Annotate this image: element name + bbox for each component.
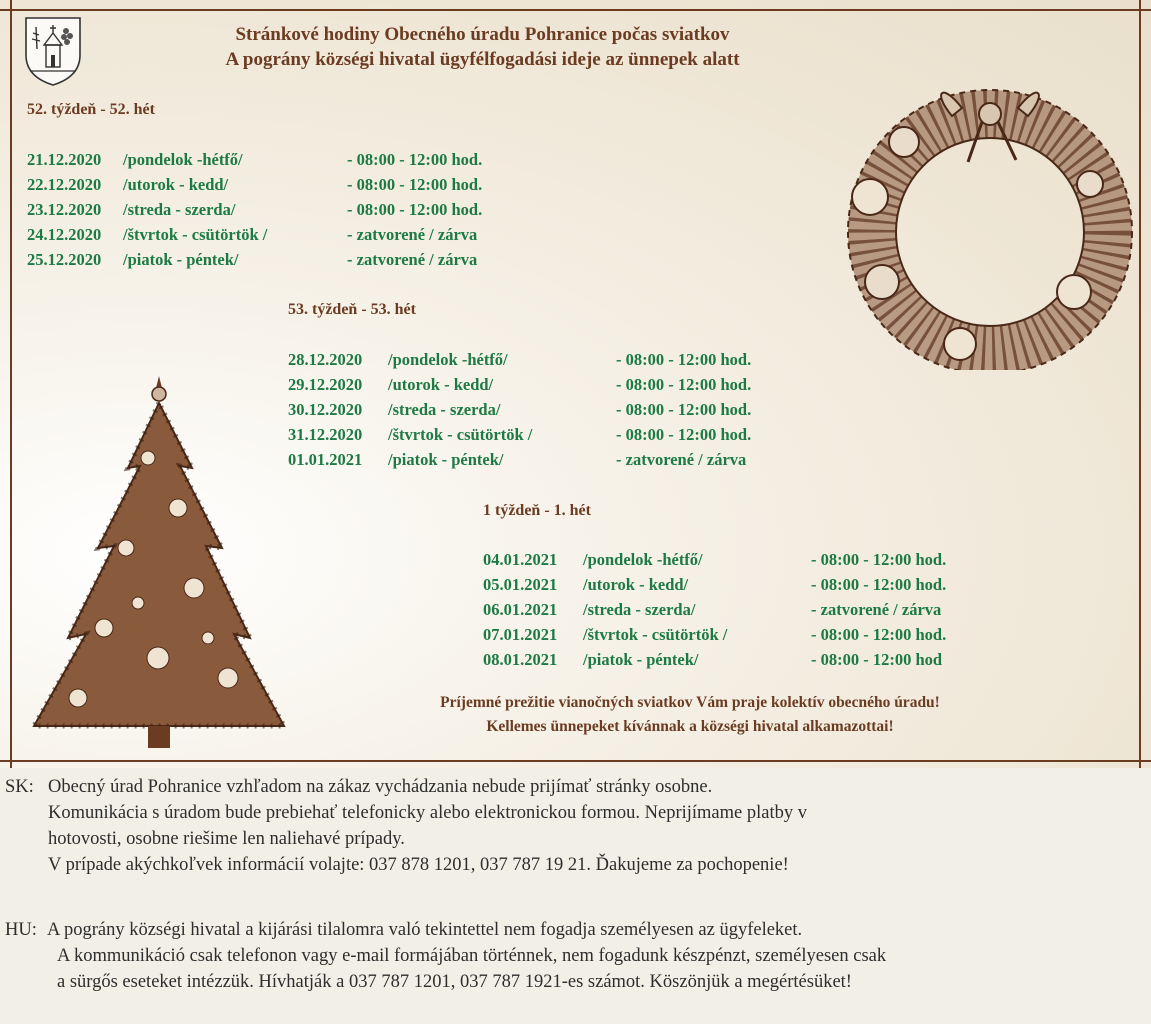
christmas-tree-icon — [28, 358, 290, 754]
row-date: 25.12.2020 — [27, 250, 102, 269]
frame-top-line — [0, 9, 1151, 11]
notice-hu-prefix: HU: — [5, 920, 37, 940]
row-hours: - 08:00 - 12:00 hod. — [811, 625, 947, 644]
row-date: 04.01.2021 — [483, 550, 558, 569]
title-hu: A pográny községi hivatal ügyfélfogadási ideje az ünnepek alatt — [225, 49, 740, 70]
notice-sk-line: Komunikácia s úradom bude prebiehať telefonicky alebo elektronickou formou. Neprijímame platby v — [48, 803, 807, 823]
row-day: /pondelok -hétfő/ — [388, 350, 508, 369]
notice-sk-line: hotovosti, osobne riešime len naliehavé prípady. — [48, 829, 405, 849]
row-date: 06.01.2021 — [483, 600, 558, 619]
row-day: /utorok - kedd/ — [123, 175, 229, 194]
row-day: /pondelok -hétfő/ — [123, 150, 243, 169]
row-hours: - 08:00 - 12:00 hod. — [616, 425, 752, 444]
row-date: 07.01.2021 — [483, 625, 558, 644]
row-hours: - zatvorené / zárva — [616, 450, 747, 469]
row-date: 05.01.2021 — [483, 575, 558, 594]
week-53-heading: 53. týždeň - 53. hét — [288, 301, 416, 318]
row-hours: - 08:00 - 12:00 hod. — [616, 375, 752, 394]
row-hours: - zatvorené / zárva — [811, 600, 942, 619]
row-hours: - 08:00 - 12:00 hod. — [347, 200, 483, 219]
row-day: /streda - szerda/ — [123, 200, 236, 219]
row-day: /utorok - kedd/ — [388, 375, 494, 394]
row-date: 24.12.2020 — [27, 225, 102, 244]
row-day: /piatok - péntek/ — [388, 450, 504, 469]
greeting-hu: Kellemes ünnepeket kívánnak a községi hivatal alkamazottai! — [486, 718, 894, 735]
row-day: /piatok - péntek/ — [123, 250, 239, 269]
week-52-heading: 52. týždeň - 52. hét — [27, 101, 155, 118]
row-day: /štvrtok - csütörtök / — [583, 625, 728, 644]
row-hours: - zatvorené / zárva — [347, 225, 478, 244]
row-date: 30.12.2020 — [288, 400, 363, 419]
notice-sk — [5, 775, 1145, 875]
frame-left-line — [10, 0, 12, 768]
row-date: 31.12.2020 — [288, 425, 363, 444]
row-date: 23.12.2020 — [27, 200, 102, 219]
christmas-wreath-icon — [822, 72, 1144, 370]
row-hours: - 08:00 - 12:00 hod. — [616, 350, 752, 369]
row-day: /pondelok -hétfő/ — [583, 550, 703, 569]
row-day: /streda - szerda/ — [583, 600, 696, 619]
row-date: 21.12.2020 — [27, 150, 102, 169]
row-day: /štvrtok - csütörtök / — [388, 425, 533, 444]
row-hours: - 08:00 - 12:00 hod. — [347, 150, 483, 169]
greeting-sk: Príjemné prežitie vianočných sviatkov Vám praje kolektív obecného úradu! — [440, 694, 940, 711]
notice-hu-line: A kommunikáció csak telefonon vagy e-mail formájában történnek, nem fogadunk készpénzt, személyesen csak — [57, 946, 887, 966]
notice-sk-prefix: SK: — [5, 777, 34, 797]
notice-hu-line: a sürgős eseteket intézzük. Hívhatják a 037 787 1201, 037 787 1921-es számot. Köszönjük a megértésüket! — [57, 972, 852, 992]
row-date: 28.12.2020 — [288, 350, 363, 369]
week-1-heading: 1 týždeň - 1. hét — [483, 502, 591, 519]
row-hours: - 08:00 - 12:00 hod — [811, 650, 943, 669]
notice-sk-line: V prípade akýchkoľvek informácií volajte: 037 878 1201, 037 787 19 21. Ďakujeme za pochopenie! — [48, 855, 789, 875]
frame-bottom-line — [0, 760, 1151, 762]
notice-sk-line: Obecný úrad Pohranice vzhľadom na zákaz vychádzania nebude prijímať stránky osobne. — [48, 777, 713, 797]
row-date: 01.01.2021 — [288, 450, 363, 469]
notice-hu-line: A pográny községi hivatal a kijárási tilalomra való tekintettel nem fogadja személyesen az ügyfeleket. — [47, 920, 803, 940]
row-hours: - 08:00 - 12:00 hod. — [811, 575, 947, 594]
notice-hu — [5, 918, 1145, 998]
row-date: 08.01.2021 — [483, 650, 558, 669]
row-day: /streda - szerda/ — [388, 400, 501, 419]
row-day: /štvrtok - csütörtök / — [123, 225, 268, 244]
row-hours: - 08:00 - 12:00 hod. — [347, 175, 483, 194]
row-date: 22.12.2020 — [27, 175, 102, 194]
row-day: /piatok - péntek/ — [583, 650, 699, 669]
row-hours: - zatvorené / zárva — [347, 250, 478, 269]
row-day: /utorok - kedd/ — [583, 575, 689, 594]
row-hours: - 08:00 - 12:00 hod. — [811, 550, 947, 569]
row-hours: - 08:00 - 12:00 hod. — [616, 400, 752, 419]
title-sk: Stránkové hodiny Obecného úradu Pohranice počas sviatkov — [235, 24, 730, 45]
row-date: 29.12.2020 — [288, 375, 363, 394]
